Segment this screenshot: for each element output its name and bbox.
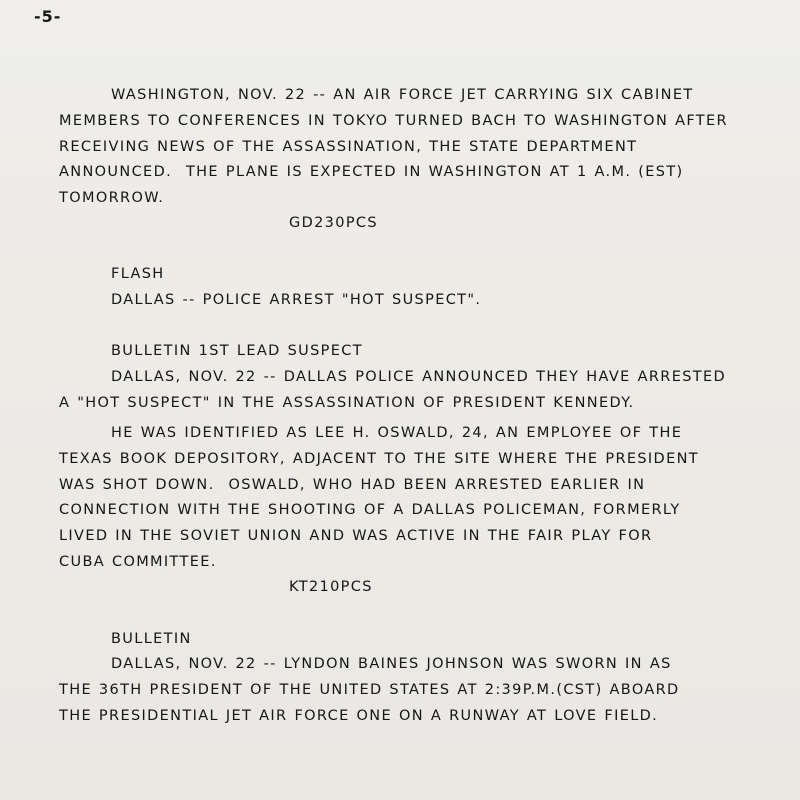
text-line: RECEIVING NEWS OF THE ASSASSINATION, THE STATE DEPARTMENT bbox=[59, 139, 638, 155]
page-number: -5- bbox=[34, 7, 62, 26]
text-line: THE PRESIDENTIAL JET AIR FORCE ONE ON A RUNWAY AT LOVE FIELD. bbox=[59, 708, 659, 724]
text-line: TOMORROW. bbox=[59, 190, 165, 206]
flash-heading: FLASH bbox=[111, 266, 165, 282]
text-line: LIVED IN THE SOVIET UNION AND WAS ACTIVE IN THE FAIR PLAY FOR bbox=[59, 528, 653, 544]
text-line: CONNECTION WITH THE SHOOTING OF A DALLAS POLICEMAN, FORMERLY bbox=[59, 502, 681, 518]
bulletin-heading: BULLETIN bbox=[111, 631, 192, 647]
text-line: ANNOUNCED. THE PLANE IS EXPECTED IN WASHINGTON AT 1 A.M. (EST) bbox=[59, 164, 684, 180]
text-line: CUBA COMMITTEE. bbox=[59, 554, 217, 570]
text-line: WASHINGTON, NOV. 22 -- AN AIR FORCE JET CARRYING SIX CABINET bbox=[111, 87, 694, 103]
wire-slug: GD230PCS bbox=[289, 215, 378, 231]
text-line: DALLAS -- POLICE ARREST "HOT SUSPECT". bbox=[111, 292, 482, 308]
text-line: DALLAS, NOV. 22 -- DALLAS POLICE ANNOUNCED THEY HAVE ARRESTED bbox=[111, 369, 727, 385]
bulletin-heading: BULLETIN 1ST LEAD SUSPECT bbox=[111, 343, 363, 359]
text-line: THE 36TH PRESIDENT OF THE UNITED STATES AT 2:39P.M.(CST) ABOARD bbox=[59, 682, 680, 698]
text-line: A "HOT SUSPECT" IN THE ASSASSINATION OF PRESIDENT KENNEDY. bbox=[59, 395, 635, 411]
text-line: MEMBERS TO CONFERENCES IN TOKYO TURNED BACH TO WASHINGTON AFTER bbox=[59, 113, 728, 129]
text-line: WAS SHOT DOWN. OSWALD, WHO HAD BEEN ARRESTED EARLIER IN bbox=[59, 477, 646, 493]
text-line: HE WAS IDENTIFIED AS LEE H. OSWALD, 24, AN EMPLOYEE OF THE bbox=[111, 425, 683, 441]
wire-slug: KT210PCS bbox=[289, 579, 373, 595]
text-line: DALLAS, NOV. 22 -- LYNDON BAINES JOHNSON WAS SWORN IN AS bbox=[111, 656, 672, 672]
text-line: TEXAS BOOK DEPOSITORY, ADJACENT TO THE SITE WHERE THE PRESIDENT bbox=[59, 451, 699, 467]
